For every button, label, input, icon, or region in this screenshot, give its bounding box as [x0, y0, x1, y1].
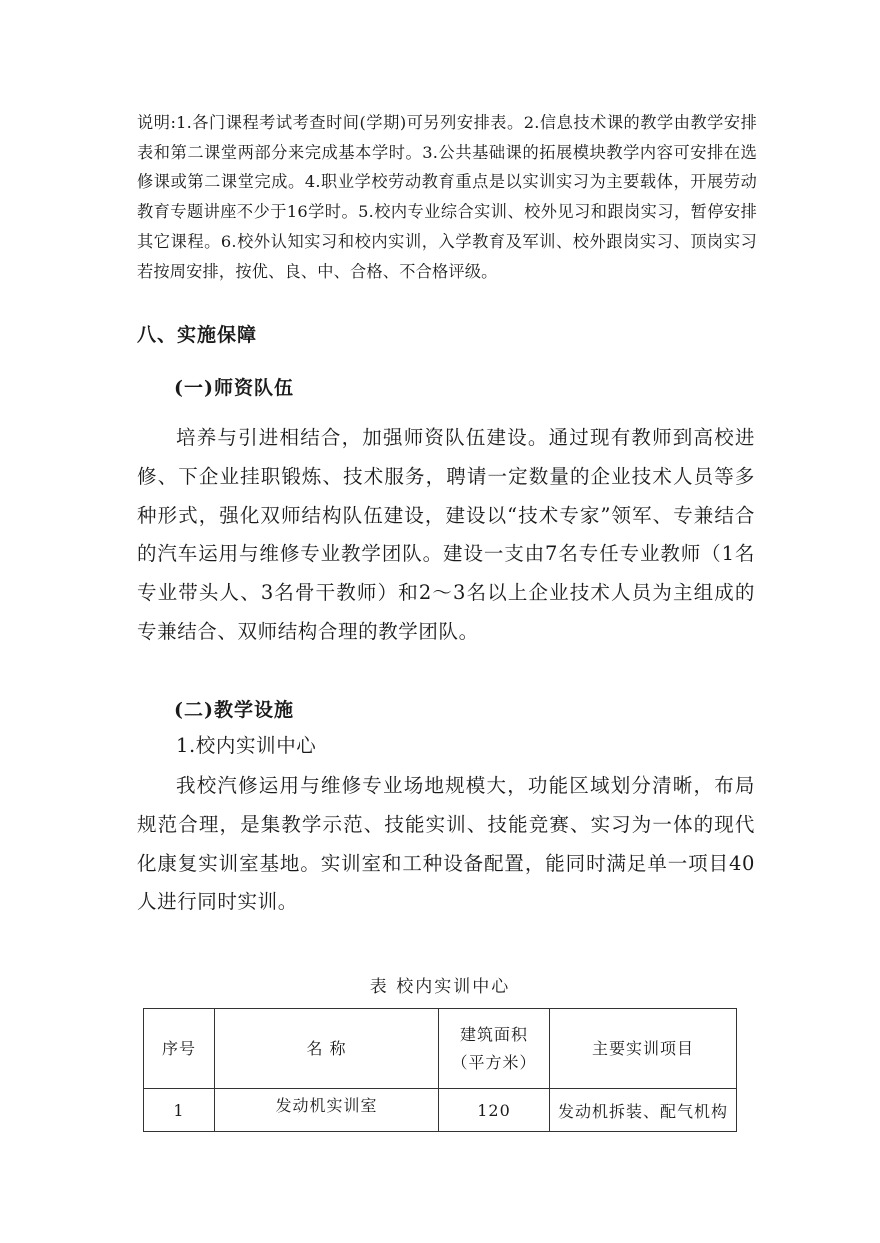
section-heading-implementation: 八、实施保障	[137, 324, 258, 346]
table-row	[144, 1089, 737, 1132]
subsection-heading-facilities: (二)教学设施	[174, 699, 294, 721]
facilities-paragraph: 我校汽修运用与维修专业场地规模大，功能区域划分清晰，布局规范合理，是集教学示范、技能实训、技能竞赛、实习为一体的现代化康复实训室基地。实训室和工种设备配置，能同时满足单一项目40人进行同时实训。	[137, 774, 755, 914]
cell-name: 发动机实训室	[215, 1089, 439, 1132]
facilities-subheading: 1.校内实训中心	[176, 734, 317, 757]
cell-area: 120	[439, 1089, 550, 1132]
header-projects: 主要实训项目	[550, 1009, 737, 1089]
cell-projects: 发动机拆装、配气机构	[550, 1089, 737, 1132]
faculty-paragraph: 培养与引进相结合，加强师资队伍建设。通过现有教师到高校进修、下企业挂职锻炼、技术服务，聘请一定数量的企业技术人员等多种形式，强化双师结构队伍建设，建设以“技术专家”领军、专兼结合的汽车运用与维修专业教学团队。建设一支由7名专任专业教师（1名专业带头人、3名骨干教师）和2～3名以上企业技术人员为主组成的专兼结合、双师结构合理的教学团队。	[137, 426, 755, 643]
header-area	[439, 1009, 550, 1089]
table-caption: 表 校内实训中心	[369, 977, 511, 997]
cell-no: 1	[144, 1089, 215, 1132]
training-center-table	[143, 1008, 737, 1132]
table-header-row	[144, 1009, 737, 1089]
course-schedule-note: 说明:1.各门课程考试考查时间(学期)可另列安排表。2.信息技术课的教学由教学安排表和第二课堂两部分来完成基本学时。3.公共基础课的拓展模块教学内容可安排在选修课或第二课堂完成。4.职业学校劳动教育重点是以实训实习为主要载体，开展劳动教育专题讲座不少于16学时。5.校内专业综合实训、校外见习和跟岗实习，暂停安排其它课程。6.校外认知实习和校内实训，入学教育及军训、校外跟岗实习、顶岗实习若按周安排，按优、良、中、合格、不合格评级。	[137, 113, 757, 281]
header-area-line2: （平方米）	[451, 1052, 537, 1072]
header-area-line1: 建筑面积	[459, 1024, 528, 1044]
subsection-heading-faculty: (一)师资队伍	[174, 377, 294, 399]
header-name: 名 称	[215, 1009, 439, 1089]
header-no: 序号	[144, 1009, 215, 1089]
